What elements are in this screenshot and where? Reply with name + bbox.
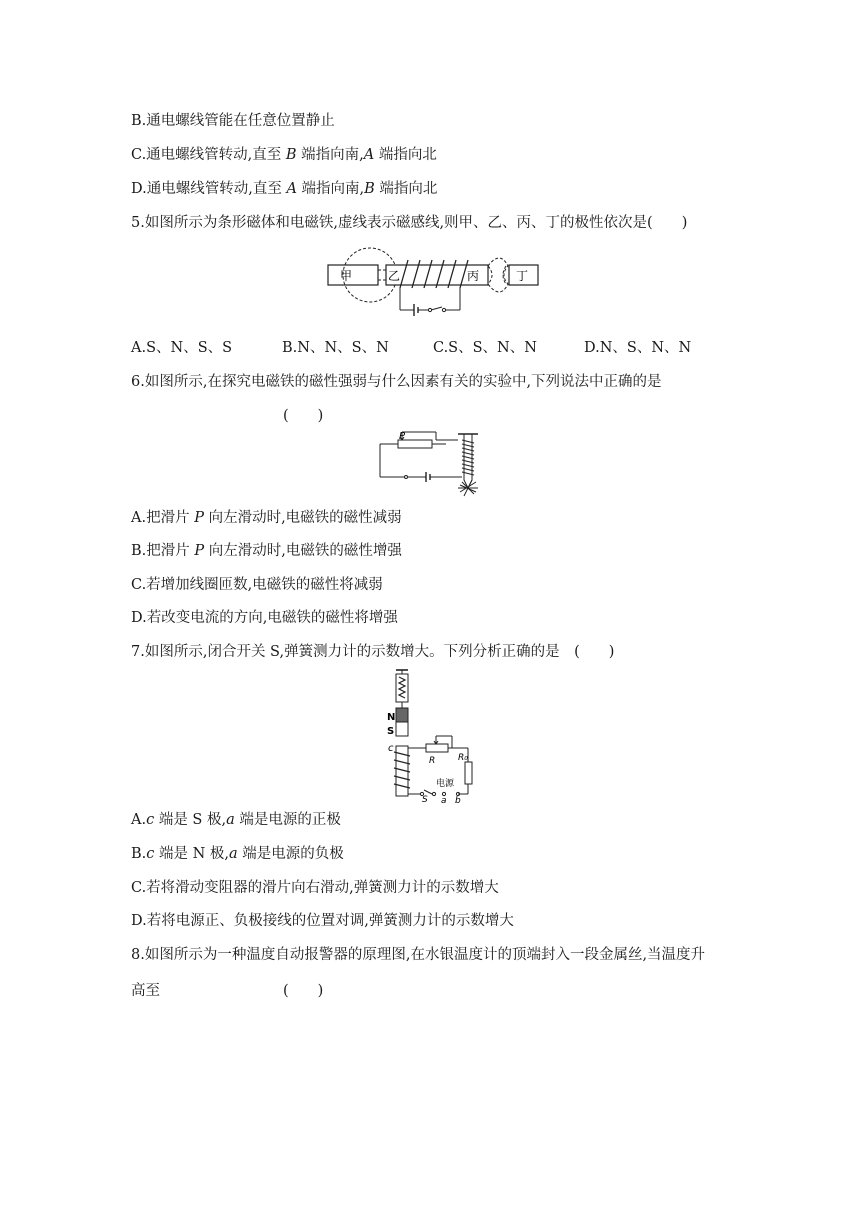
q6-option-a: A.把滑片 P 向左滑动时,电磁铁的磁性减弱 (131, 510, 402, 526)
label-n: N (387, 712, 396, 723)
label-r0: R₀ (458, 753, 468, 763)
label-s: S (387, 726, 395, 737)
q6-option-c: C.若增加线圈匝数,电磁铁的磁性将减弱 (131, 577, 383, 593)
label-p: P (399, 431, 406, 442)
label-bing: 丙 (467, 269, 480, 283)
q5-option-c: C.S、S、N、N (433, 340, 537, 356)
q5-option-b: B.N、N、S、N (282, 340, 389, 356)
label-ding: 丁 (516, 269, 529, 283)
q5-figure (328, 252, 538, 322)
q4-option-d: D.通电螺线管转动,直至 A 端指向南,B 端指向北 (131, 181, 438, 197)
q6-answer-paren: ( ) (283, 408, 324, 424)
q5-option-a: A.S、N、S、S (131, 340, 233, 356)
q6-option-b: B.把滑片 P 向左滑动时,电磁铁的磁性增强 (131, 543, 402, 559)
label-b: b (455, 796, 461, 806)
q6-stem: 6.如图所示,在探究电磁铁的磁性强弱与什么因素有关的实验中,下列说法中正确的是 (131, 374, 662, 390)
label-r: R (429, 756, 436, 766)
q7-option-b: B.c 端是 N 极,a 端是电源的负极 (131, 846, 344, 862)
q6-option-d: D.若改变电流的方向,电磁铁的磁性将增强 (131, 610, 398, 626)
q4-option-b: B.通电螺线管能在任意位置静止 (131, 113, 335, 129)
label-power: 电源 (436, 779, 455, 789)
q6-figure (378, 430, 488, 500)
q7-option-d: D.若将电源正、负极接线的位置对调,弹簧测力计的示数增大 (131, 913, 514, 929)
q7-figure (386, 668, 486, 806)
label-jia: 甲 (340, 269, 353, 283)
q5-option-d: D.N、S、N、N (584, 340, 692, 356)
q7-stem: 7.如图所示,闭合开关 S,弹簧测力计的示数增大。下列分析正确的是 ( ) (131, 644, 615, 660)
q4-option-c: C.通电螺线管转动,直至 B 端指向南,A 端指向北 (131, 147, 437, 163)
q8-answer-paren: ( ) (283, 983, 324, 999)
label-c: c (388, 743, 394, 754)
q8-stem-line2: 高至 (131, 983, 160, 999)
q7-option-a: A.c 端是 S 极,a 端是电源的正极 (131, 812, 341, 828)
label-a: a (441, 796, 447, 806)
label-switch: S (422, 795, 428, 805)
q7-option-c: C.若将滑动变阻器的滑片向右滑动,弹簧测力计的示数增大 (131, 880, 499, 896)
label-yi: 乙 (388, 269, 401, 283)
q5-stem: 5.如图所示为条形磁体和电磁铁,虚线表示磁感线,则甲、乙、丙、丁的极性依次是( ) (131, 215, 688, 231)
q8-stem-line1: 8.如图所示为一种温度自动报警器的原理图,在水银温度计的顶端封入一段金属丝,当温度升 (131, 947, 706, 963)
